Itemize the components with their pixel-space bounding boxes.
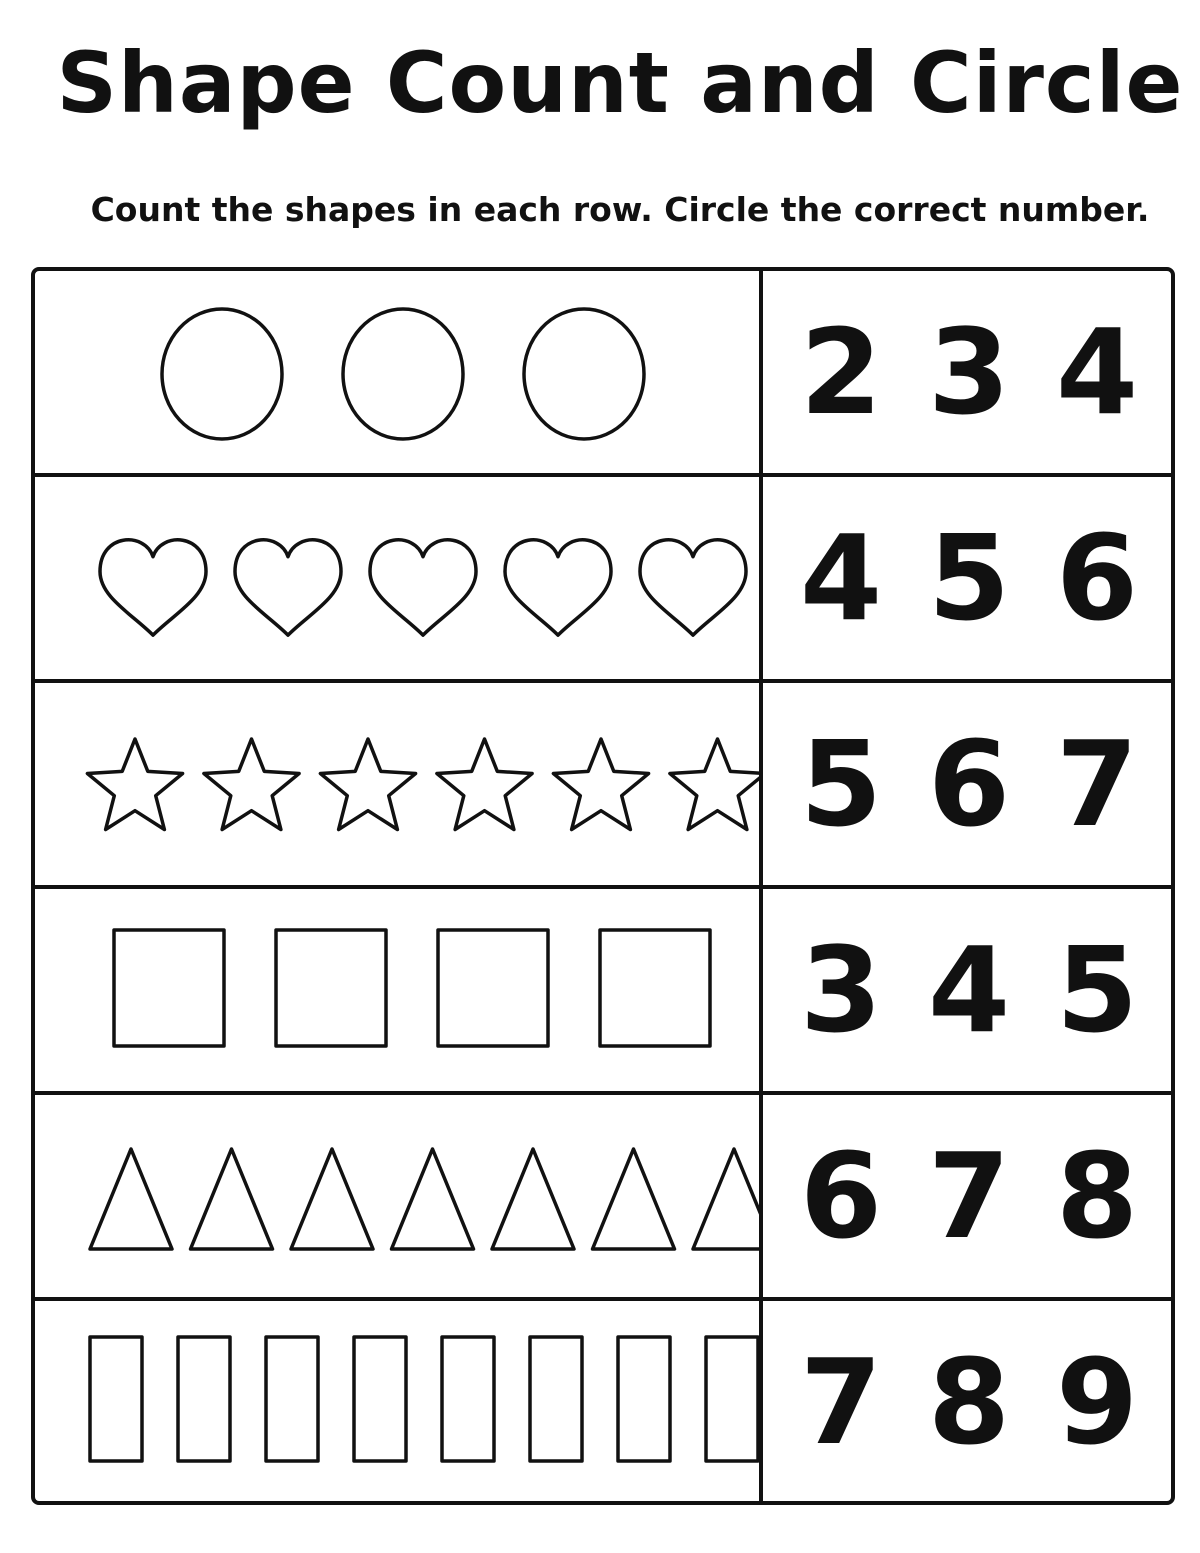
shape-group bbox=[35, 889, 759, 1091]
rectangle-icon bbox=[178, 1337, 230, 1461]
answer-choices bbox=[763, 889, 1175, 1091]
answer-choice[interactable]: 3 bbox=[927, 303, 1011, 441]
triangle-icon bbox=[392, 1149, 474, 1249]
square-icon bbox=[276, 930, 386, 1046]
answer-choices bbox=[763, 271, 1175, 473]
shape-row-triangles bbox=[35, 1095, 1171, 1297]
answer-choice[interactable]: 7 bbox=[927, 1127, 1011, 1265]
worksheet-table bbox=[31, 267, 1175, 1505]
answer-choice[interactable]: 9 bbox=[1055, 1333, 1139, 1471]
answer-choice[interactable]: 4 bbox=[927, 921, 1011, 1059]
shape-cell bbox=[35, 271, 759, 473]
answer-choice[interactable]: 7 bbox=[799, 1333, 883, 1471]
answer-choice[interactable]: 7 bbox=[1055, 715, 1139, 853]
answer-choices bbox=[763, 477, 1175, 679]
rectangle-icon bbox=[266, 1337, 318, 1461]
instructions-text: Count the shapes in each row. Circle the correct number. bbox=[90, 190, 1150, 229]
shape-cell bbox=[35, 1095, 759, 1297]
shape-row-circles bbox=[35, 271, 1171, 473]
rectangle-icon bbox=[530, 1337, 582, 1461]
answer-choice[interactable]: 5 bbox=[1055, 921, 1139, 1059]
shape-row-stars bbox=[35, 683, 1171, 885]
heart-icon bbox=[640, 540, 746, 635]
shape-group bbox=[35, 477, 759, 679]
shape-row-hearts bbox=[35, 477, 1171, 679]
shape-cell bbox=[35, 477, 759, 679]
circle-icon bbox=[343, 309, 463, 439]
answer-choice[interactable]: 5 bbox=[799, 715, 883, 853]
triangle-icon bbox=[593, 1149, 675, 1249]
shape-cell bbox=[35, 889, 759, 1091]
answer-choice[interactable]: 6 bbox=[1055, 509, 1139, 647]
answer-choice[interactable]: 3 bbox=[799, 921, 883, 1059]
shape-group bbox=[35, 1301, 759, 1501]
circle-icon bbox=[162, 309, 282, 439]
answer-choices bbox=[763, 683, 1175, 885]
shape-group bbox=[35, 271, 759, 473]
answer-choice[interactable]: 4 bbox=[1055, 303, 1139, 441]
heart-icon bbox=[235, 540, 341, 635]
triangle-icon bbox=[291, 1149, 373, 1249]
star-icon bbox=[553, 739, 648, 830]
heart-icon bbox=[370, 540, 476, 635]
square-icon bbox=[114, 930, 224, 1046]
shape-cell bbox=[35, 683, 759, 885]
rectangle-icon bbox=[706, 1337, 758, 1461]
page-title: Shape Count and Circle bbox=[56, 34, 1184, 132]
star-icon bbox=[204, 739, 299, 830]
shape-group bbox=[35, 1095, 759, 1297]
rectangle-icon bbox=[442, 1337, 494, 1461]
circle-icon bbox=[524, 309, 644, 439]
shape-group bbox=[35, 683, 759, 885]
heart-icon bbox=[100, 540, 206, 635]
answer-choice[interactable]: 8 bbox=[1055, 1127, 1139, 1265]
rectangle-icon bbox=[354, 1337, 406, 1461]
triangle-icon bbox=[90, 1149, 172, 1249]
star-icon bbox=[437, 739, 532, 830]
square-icon bbox=[438, 930, 548, 1046]
triangle-icon bbox=[191, 1149, 273, 1249]
shape-row-rectangles bbox=[35, 1301, 1171, 1503]
shape-cell bbox=[35, 1301, 759, 1503]
answer-choice[interactable]: 5 bbox=[927, 509, 1011, 647]
triangle-icon bbox=[693, 1149, 759, 1249]
star-icon bbox=[670, 739, 759, 830]
answer-choices bbox=[763, 1095, 1175, 1297]
answer-choices bbox=[763, 1301, 1175, 1503]
answer-choice[interactable]: 8 bbox=[927, 1333, 1011, 1471]
triangle-icon bbox=[492, 1149, 574, 1249]
heart-icon bbox=[505, 540, 611, 635]
rectangle-icon bbox=[90, 1337, 142, 1461]
star-icon bbox=[320, 739, 415, 830]
answer-choice[interactable]: 6 bbox=[799, 1127, 883, 1265]
answer-choice[interactable]: 4 bbox=[799, 509, 883, 647]
square-icon bbox=[600, 930, 710, 1046]
rectangle-icon bbox=[618, 1337, 670, 1461]
answer-choice[interactable]: 6 bbox=[927, 715, 1011, 853]
shape-row-squares bbox=[35, 889, 1171, 1091]
answer-choice[interactable]: 2 bbox=[799, 303, 883, 441]
star-icon bbox=[87, 739, 182, 830]
